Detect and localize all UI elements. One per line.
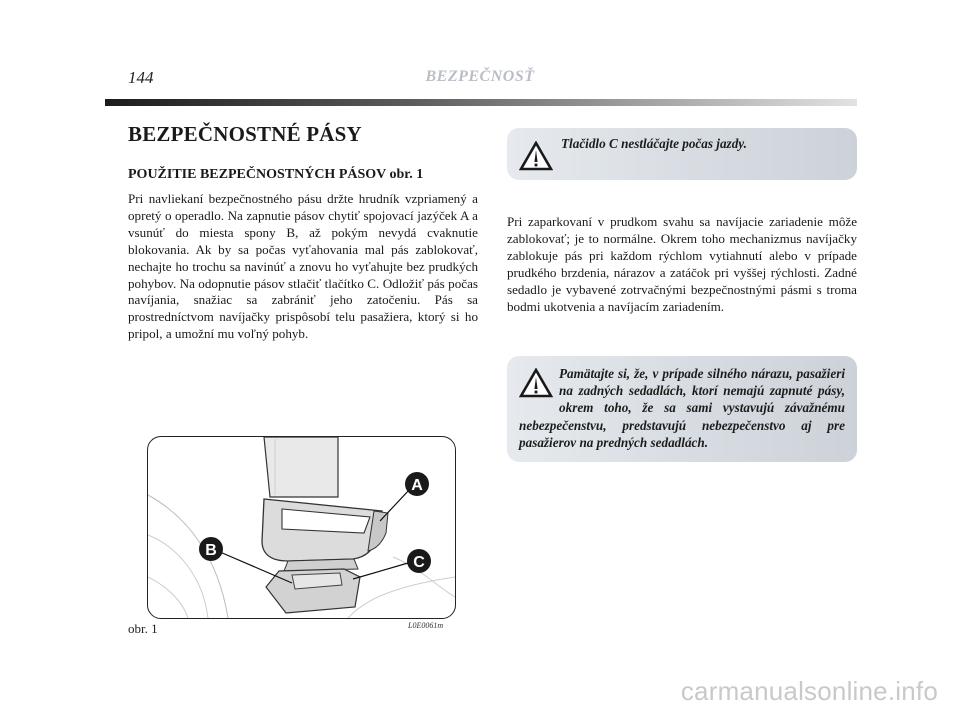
left-column [128, 122, 478, 343]
callout-b [199, 537, 223, 561]
warning-box-button-c [507, 128, 857, 180]
figure-caption: obr. 1 [128, 621, 158, 636]
warning-text: Tlačidlo C nestláčajte počas jazdy. [561, 136, 747, 151]
page-number: 144 [128, 68, 154, 87]
header-rule [105, 99, 857, 106]
icon-spacer [519, 365, 559, 413]
warning-text: Pamätajte si, že, v prípade silného nárazu, pasažieri na zadných sedadlách, ktorí nemajú zapnuté pásy, okrem toho, že sa sami vystavujú závažnému nebezpečenstvu, predstavujú nebezpečenstvo aj pre pasažierov na predných sedadlách. [519, 366, 845, 450]
callout-c [407, 549, 431, 573]
warning-text-wrapper [519, 365, 845, 451]
subsection-title: POUŽITIE BEZPEČNOSTNÝCH PÁSOV obr. 1 [128, 167, 424, 182]
seatbelt-figure [147, 436, 456, 619]
callout-b-label: B [205, 542, 217, 559]
callout-c-label: C [413, 554, 425, 571]
figure-code: L0E0061m [408, 621, 444, 630]
running-title: BEZPEČNOSŤ [425, 68, 535, 85]
right-paragraph: Pri zaparkovaní v prudkom svahu sa navíjacie zariadenie môže zablokovať; je to normálne. Okrem toho mechanizmus navíjačky zablokuje pás pri každom rýchlom vytiahnutí alebo v prípade prudkého brzdenia, nárazov a zatáčok pri vyššej rýchlosti. Zadné sedadlo je vybavené zotrvačnými bezpečnostnými pásmi s troma bodmi ukotvenia a navíjacím zariadením. [507, 214, 857, 314]
watermark: carmanualsonline.info [680, 676, 938, 706]
right-column [507, 214, 857, 315]
seatbelt-buckle-illustration [148, 437, 455, 618]
callout-a [405, 472, 429, 496]
left-paragraph: Pri navliekaní bezpečnostného pásu držte hrudník vzpriamený a opretý o operadlo. Na zapnutie pásov chytiť spojovací jazýček A a vsunúť do miesta spony B, až pokým nevydá cvaknutie blokovania. Ak by sa počas vyťahovania mal pás zablokovať, nechajte ho trochu sa navinúť a znovu ho vyťahujte bez prudkých pohybov. Na odopnutie pásov stlačiť tlačítko C. Odložiť pás počas navíjania, snažiac sa zabrániť jeho zatočeniu. Pás sa prostredníctvom navíjačky prispôsobí telu pasažiera, ktorý si ho pripol, a umožní mu voľný pohyb. [128, 191, 478, 342]
warning-triangle-icon [519, 141, 553, 171]
section-title: BEZPEČNOSTNÉ PÁSY [128, 122, 362, 146]
callout-a-label: A [411, 477, 423, 494]
warning-box-rear-passengers [507, 356, 857, 462]
